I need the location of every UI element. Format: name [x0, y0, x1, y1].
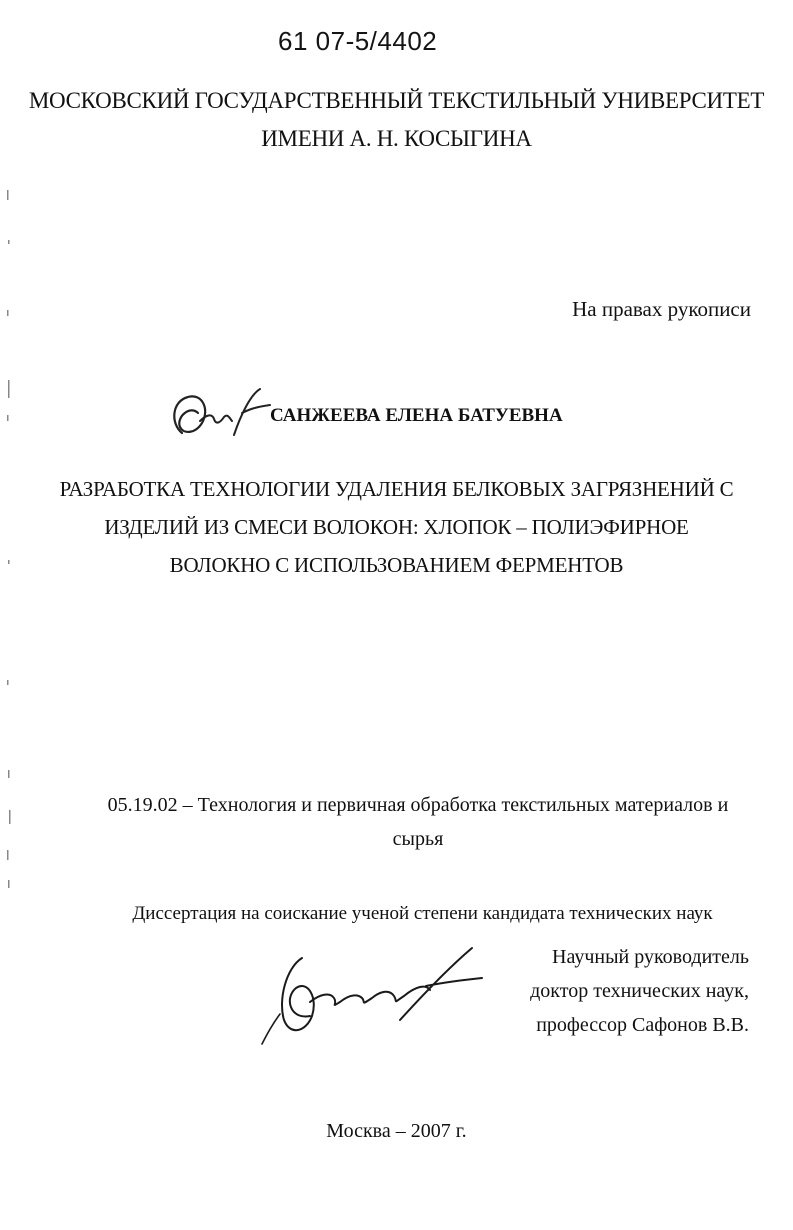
supervisor-block [530, 940, 749, 1042]
thesis-title-line-3: ВОЛОКНО С ИСПОЛЬЗОВАНИЕМ ФЕРМЕНТОВ [169, 553, 624, 577]
specialty-line-2: сырья [392, 828, 444, 850]
author-signature-icon [166, 383, 276, 443]
supervisor-degree: доктор технических наук, [530, 980, 749, 1002]
supervisor-signature-icon [250, 940, 500, 1055]
manuscript-rights-note: На правах рукописи [572, 297, 751, 321]
supervisor-role: Научный руководитель [552, 946, 749, 968]
thesis-title-line-2: ИЗДЕЛИЙ ИЗ СМЕСИ ВОЛОКОН: ХЛОПОК – ПОЛИЭФИРНОЕ [104, 515, 689, 539]
thesis-title-line-1: РАЗРАБОТКА ТЕХНОЛОГИИ УДАЛЕНИЯ БЕЛКОВЫХ ЗАГРЯЗНЕНИЙ С [59, 477, 734, 501]
author-name: САНЖЕЕВА ЕЛЕНА БАТУЕВНА [270, 405, 563, 426]
thesis-title [0, 470, 793, 584]
university-name-line-1: МОСКОВСКИЙ ГОСУДАРСТВЕННЫЙ ТЕКСТИЛЬНЫЙ УНИВЕРСИТЕТ [28, 88, 765, 113]
specialty-line-1: 05.19.02 – Технология и первичная обработка текстильных материалов и [107, 794, 729, 816]
supervisor-name: профессор Сафонов В.В. [536, 1014, 749, 1036]
university-header [0, 82, 793, 158]
place-and-year: Москва – 2007 г. [326, 1120, 467, 1142]
specialty-code [98, 788, 738, 856]
scan-margin-marks [2, 180, 16, 900]
university-name-line-2: ИМЕНИ А. Н. КОСЫГИНА [261, 126, 532, 151]
archive-stamp-number: 61 07-5/4402 [278, 26, 438, 56]
dissertation-type: Диссертация на соискание ученой степени кандидата технических наук [132, 903, 713, 924]
